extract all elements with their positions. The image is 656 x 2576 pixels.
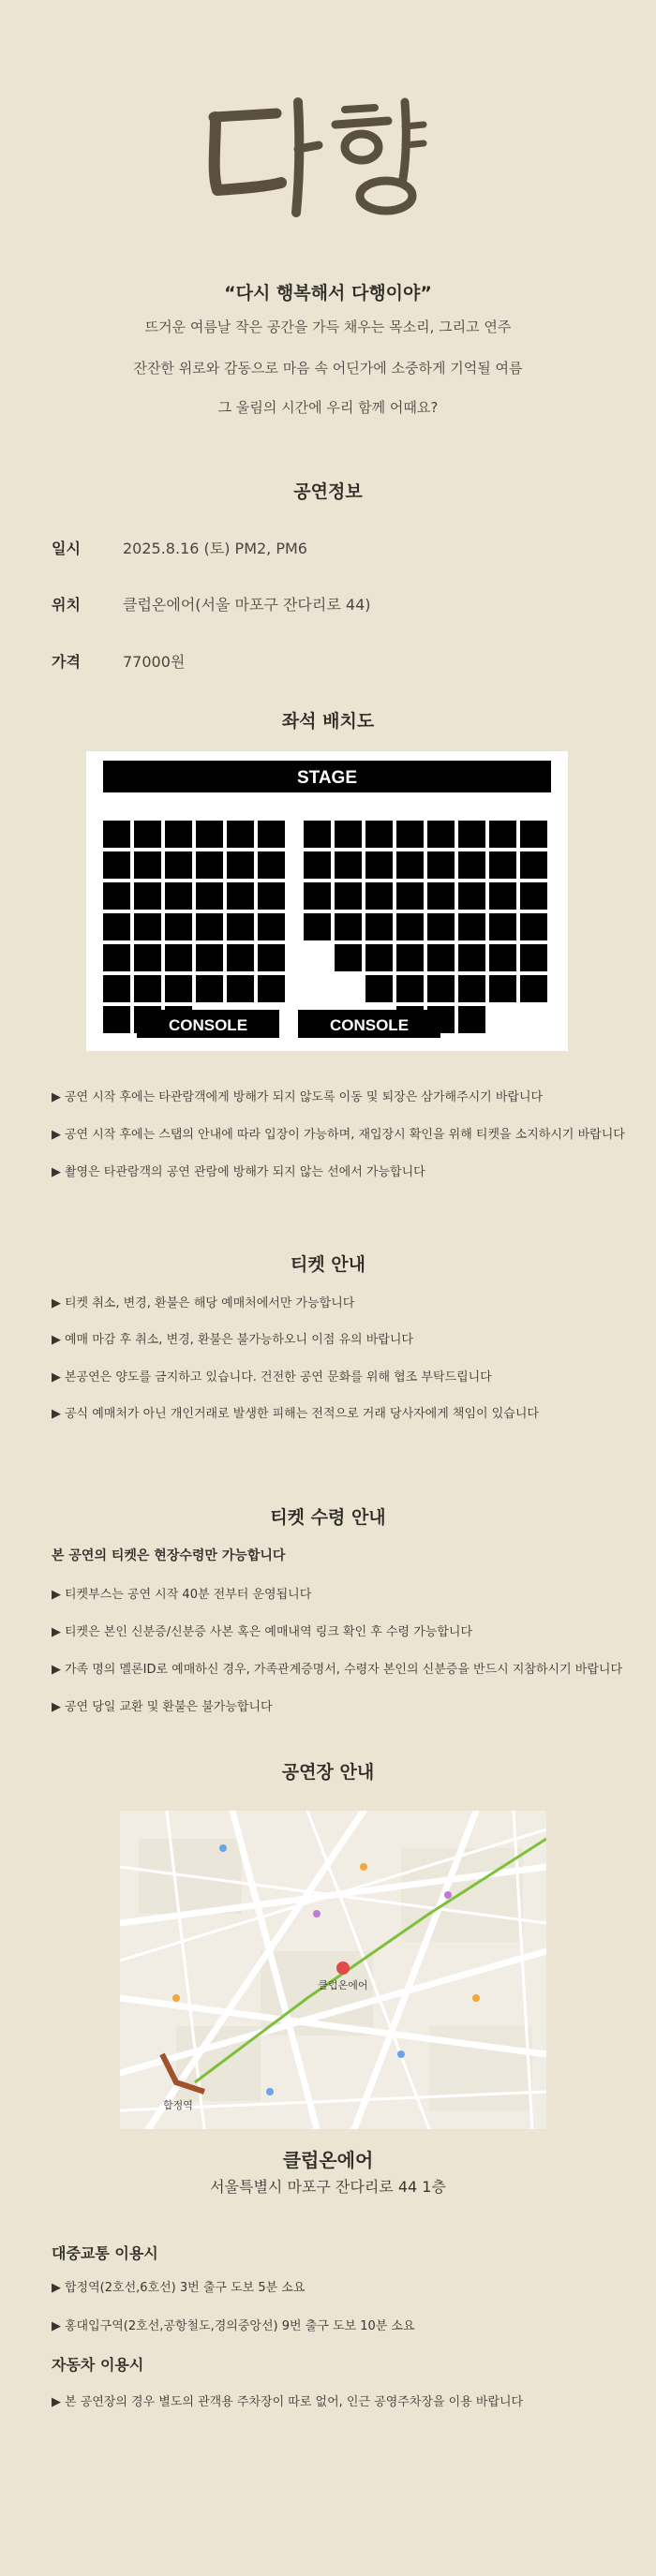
- venue-name: 클럽온에어: [282, 2149, 374, 2171]
- info-value: 2025.8.16 (토) PM2, PM6: [123, 540, 307, 557]
- pickup-note: ▶ 가족 명의 멜론ID로 예매하신 경우, 가족관계증명서, 수령자 본인의 신분증을 반드시 지참하시기 바랍니다: [52, 1663, 623, 1677]
- seat: [196, 975, 223, 1002]
- seat: [427, 913, 455, 940]
- info-row-date: [52, 537, 307, 558]
- seat: [227, 975, 254, 1002]
- pickup-note: ▶ 티켓은 본인 신분증/신분증 사본 혹은 예매내역 링크 확인 후 수령 가능합니다: [52, 1625, 473, 1639]
- pickup-heading: 티켓 수령 안내: [270, 1507, 386, 1528]
- seat: [427, 944, 455, 971]
- seat: [227, 913, 254, 940]
- seat: [134, 944, 161, 971]
- seat: [196, 944, 223, 971]
- venue-address: 서울특별시 마포구 잔다리로 44 1층: [210, 2178, 446, 2196]
- black-right-triangle-icon: ▶: [52, 1090, 61, 1104]
- seat: [365, 913, 393, 940]
- seat: [103, 882, 130, 910]
- seat: [365, 882, 393, 910]
- seat: [335, 882, 362, 910]
- seat: [489, 975, 516, 1002]
- seat: [489, 882, 516, 910]
- seat: [520, 882, 547, 910]
- console-label: CONSOLE: [329, 1016, 410, 1034]
- intro-line: 뜨거운 여름날 작은 공간을 가득 채우는 목소리, 그리고 연주: [144, 318, 512, 335]
- seat: [396, 821, 424, 848]
- seat: [304, 913, 331, 940]
- pickup-bold-note: 본 공연의 티켓은 현장수령만 가능합니다: [52, 1548, 286, 1563]
- seat: [227, 944, 254, 971]
- seat: [103, 975, 130, 1002]
- seat: [489, 851, 516, 879]
- ticket-heading: 티켓 안내: [290, 1254, 366, 1275]
- black-right-triangle-icon: ▶: [52, 1625, 61, 1639]
- black-right-triangle-icon: ▶: [52, 1296, 61, 1310]
- seat: [335, 851, 362, 879]
- seat: [458, 1006, 485, 1033]
- info-label: 위치: [52, 596, 81, 614]
- info-label: 일시: [52, 540, 81, 557]
- black-right-triangle-icon: ▶: [52, 2319, 61, 2333]
- black-right-triangle-icon: ▶: [52, 1407, 61, 1421]
- seat: [458, 851, 485, 879]
- seat: [258, 851, 285, 879]
- seat: [458, 882, 485, 910]
- map-marker-label: 클럽온에어: [318, 1980, 368, 1991]
- seat: [304, 882, 331, 910]
- location-pin-icon: [336, 1962, 350, 1975]
- seat: [365, 821, 393, 848]
- seating-heading: 좌석 배치도: [281, 711, 375, 732]
- transit-note: ▶ 홍대입구역(2호선,공항철도,경의중앙선) 9번 출구 도보 10분 소요: [52, 2319, 415, 2333]
- seat: [103, 944, 130, 971]
- seat: [258, 882, 285, 910]
- seat: [165, 821, 192, 848]
- car-note: ▶ 본 공연장의 경우 별도의 관객용 주차장이 따로 없어, 인근 공영주차장을 이용 바랍니다: [52, 2395, 524, 2409]
- seat: [227, 851, 254, 879]
- title-logo: [187, 89, 469, 220]
- seat: [134, 821, 161, 848]
- seat: [165, 975, 192, 1002]
- seat: [103, 821, 130, 848]
- seat: [335, 913, 362, 940]
- seat: [165, 851, 192, 879]
- black-right-triangle-icon: ▶: [52, 1128, 61, 1142]
- seat: [258, 975, 285, 1002]
- ticket-note: ▶ 공식 예매처가 아닌 개인거래로 발생한 피해는 전적으로 거래 당사자에게 책임이 있습니다: [52, 1407, 539, 1421]
- seat: [458, 944, 485, 971]
- seat: [365, 944, 393, 971]
- map-station-label: 합정역: [163, 2100, 193, 2111]
- seat: [196, 821, 223, 848]
- seat: [103, 1006, 130, 1033]
- black-right-triangle-icon: ▶: [52, 2281, 61, 2295]
- seat: [489, 944, 516, 971]
- seating-note: ▶ 공연 시작 후에는 타관람객에게 방해가 되지 않도록 이동 및 퇴장은 삼가해주시기 바랍니다: [52, 1090, 544, 1104]
- info-label: 가격: [52, 653, 81, 671]
- black-right-triangle-icon: ▶: [52, 1165, 61, 1179]
- seat: [227, 821, 254, 848]
- info-value: 클럽온에어(서울 마포구 잔다리로 44): [123, 596, 371, 614]
- seat: [396, 882, 424, 910]
- black-right-triangle-icon: ▶: [52, 1370, 61, 1384]
- pickup-note: ▶ 티켓부스는 공연 시작 40분 전부터 운영됩니다: [52, 1588, 312, 1602]
- seating-note: ▶ 공연 시작 후에는 스탭의 안내에 따라 입장이 가능하며, 재입장시 확인을 위해 티켓을 소지하시기 바랍니다: [52, 1128, 625, 1142]
- seat: [335, 821, 362, 848]
- seat: [103, 913, 130, 940]
- seat: [458, 913, 485, 940]
- seat-block-left: [103, 821, 285, 1033]
- seat: [520, 975, 547, 1002]
- seat: [103, 851, 130, 879]
- info-value: 77000원: [123, 653, 186, 671]
- seat-block-right: [304, 821, 547, 1033]
- seat: [258, 913, 285, 940]
- seat: [365, 975, 393, 1002]
- seat: [165, 882, 192, 910]
- seat: [227, 882, 254, 910]
- stage-label: STAGE: [296, 768, 358, 788]
- seat: [196, 913, 223, 940]
- seat: [427, 975, 455, 1002]
- seat: [396, 913, 424, 940]
- performance-heading: 공연정보: [293, 481, 363, 502]
- info-row-location: [52, 593, 371, 614]
- seat: [489, 913, 516, 940]
- seat: [165, 913, 192, 940]
- intro-line: 잔잔한 위로와 감동으로 마음 속 어딘가에 소중하게 기억될 여름: [133, 360, 523, 377]
- seat: [165, 944, 192, 971]
- seat: [396, 851, 424, 879]
- seat: [458, 821, 485, 848]
- seat: [134, 913, 161, 940]
- venue-map[interactable]: [120, 1811, 546, 2129]
- seat: [427, 851, 455, 879]
- venue-heading: 공연장 안내: [281, 1762, 375, 1783]
- seat: [196, 882, 223, 910]
- black-right-triangle-icon: ▶: [52, 1700, 61, 1714]
- seat-map: [86, 751, 568, 1051]
- seat: [427, 821, 455, 848]
- ticket-note: ▶ 예매 마감 후 취소, 변경, 환불은 불가능하오니 이점 유의 바랍니다: [52, 1333, 413, 1347]
- seat: [134, 882, 161, 910]
- car-heading: 자동차 이용시: [52, 2356, 144, 2374]
- seat: [520, 851, 547, 879]
- seat: [304, 821, 331, 848]
- seating-note: ▶ 촬영은 타관람객의 공연 관람에 방해가 되지 않는 선에서 가능합니다: [52, 1165, 425, 1179]
- transit-note: ▶ 합정역(2호선,6호선) 3번 출구 도보 5분 소요: [52, 2281, 306, 2295]
- tagline-quote: “다시 행복해서 다행이야”: [224, 283, 432, 303]
- seat: [196, 851, 223, 879]
- seat: [458, 975, 485, 1002]
- info-row-price: [52, 650, 185, 672]
- seat: [396, 975, 424, 1002]
- seat: [134, 851, 161, 879]
- seat: [365, 851, 393, 879]
- seat: [396, 944, 424, 971]
- seat: [258, 821, 285, 848]
- black-right-triangle-icon: ▶: [52, 1333, 61, 1347]
- transit-heading: 대중교통 이용시: [52, 2244, 158, 2262]
- seat: [134, 975, 161, 1002]
- seat: [258, 944, 285, 971]
- seat: [520, 944, 547, 971]
- ticket-note: ▶ 본공연은 양도를 금지하고 있습니다. 건전한 공연 문화를 위해 협조 부탁드립니다: [52, 1370, 492, 1384]
- seat: [304, 851, 331, 879]
- seat: [335, 944, 362, 971]
- black-right-triangle-icon: ▶: [52, 2395, 61, 2409]
- seat: [520, 821, 547, 848]
- seat: [520, 913, 547, 940]
- ticket-note: ▶ 티켓 취소, 변경, 환불은 해당 예매처에서만 가능합니다: [52, 1296, 355, 1310]
- black-right-triangle-icon: ▶: [52, 1588, 61, 1602]
- black-right-triangle-icon: ▶: [52, 1663, 61, 1677]
- seat: [489, 821, 516, 848]
- intro-line: 그 울림의 시간에 우리 함께 어때요?: [217, 399, 439, 416]
- console-label: CONSOLE: [168, 1016, 248, 1034]
- seat: [427, 882, 455, 910]
- pickup-note: ▶ 공연 당일 교환 및 환불은 불가능합니다: [52, 1700, 273, 1714]
